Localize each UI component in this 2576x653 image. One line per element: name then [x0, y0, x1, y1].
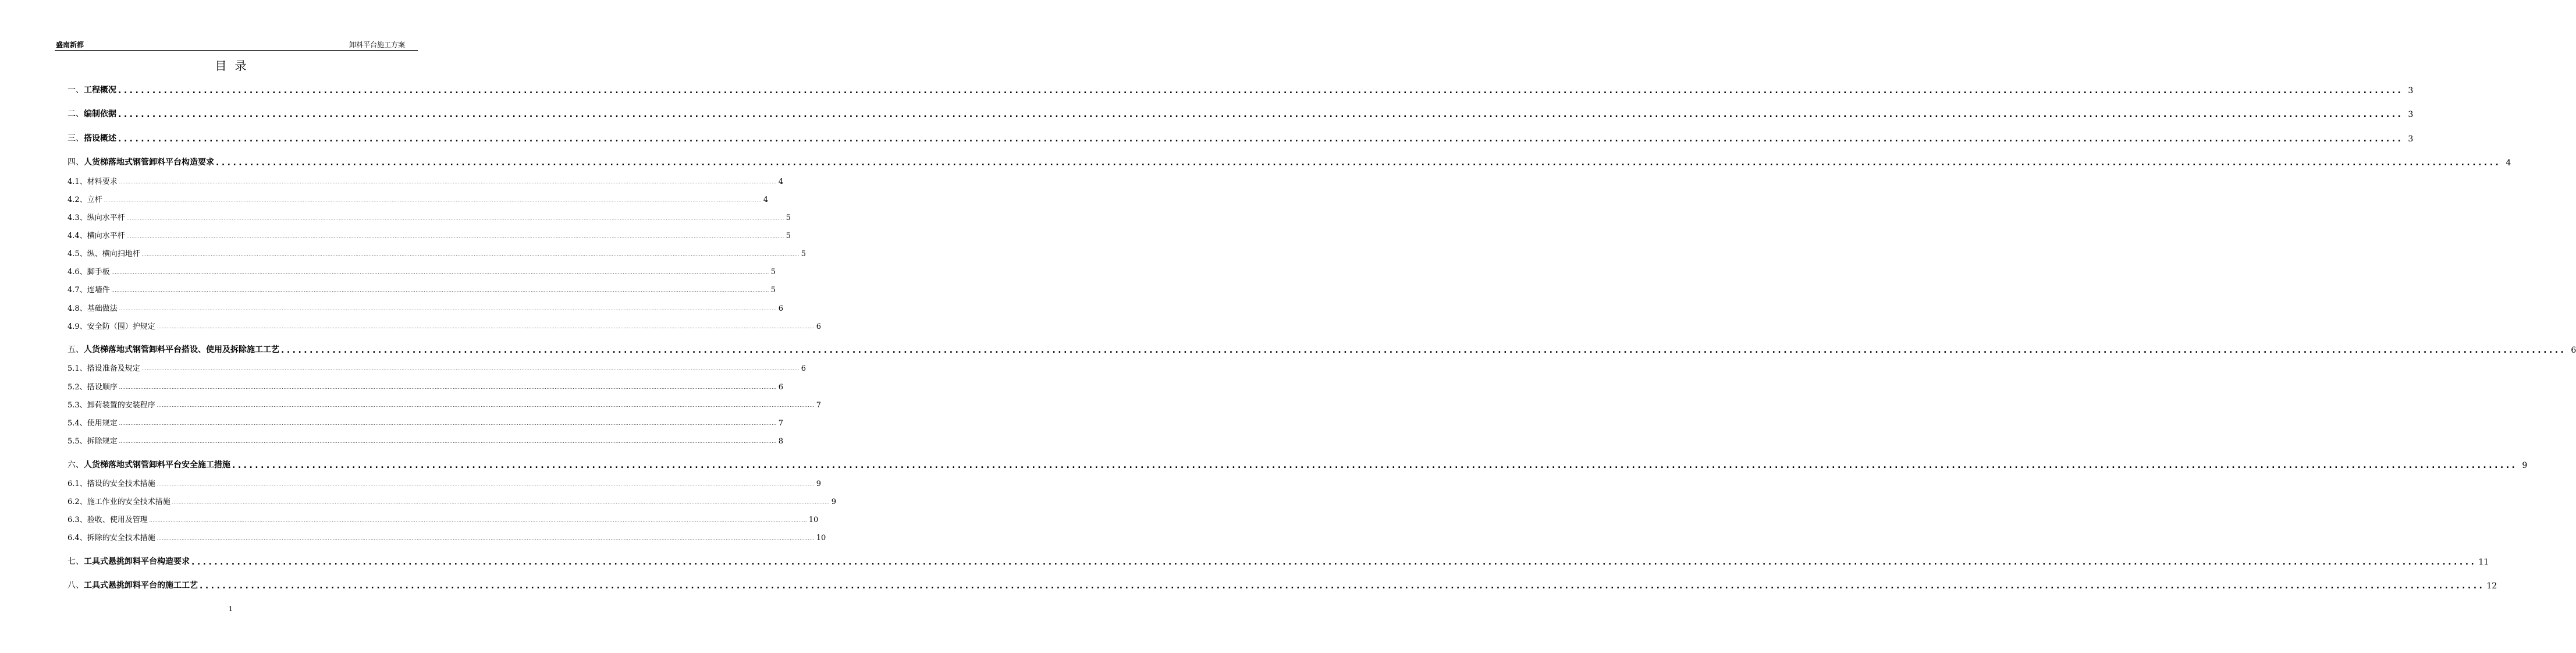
toc-entry[interactable] [67, 361, 806, 373]
toc-entry-page: 8 [778, 437, 784, 446]
toc-entry-label: 连墙件 [87, 286, 110, 294]
toc-entry-page: 4 [778, 178, 784, 186]
toc-dot-leader: ................................................................................................................................................................................................................................................................................................................................................................................................................ [119, 180, 777, 184]
toc-entry[interactable] [67, 229, 791, 240]
toc-entry-page: 9 [831, 498, 837, 506]
toc-entry-label: 横向水平杆 [87, 232, 125, 240]
toc-entry[interactable] [67, 459, 2528, 470]
header-document-title: 卸料平台施工方案 [349, 41, 405, 49]
toc-entry[interactable] [67, 211, 791, 222]
toc-entry-label: 工具式悬挑卸料平台构造要求 [84, 557, 190, 566]
toc-entry-number: 6.1、 [67, 480, 87, 488]
toc-entry-page: 10 [808, 516, 819, 524]
toc-dot-leader: ................................................................................................................................................................................................................................................................................................................................................................................................................ [281, 346, 2567, 355]
toc-dot-leader: ................................................................................................................................................................................................................................................................................................................................................................................................................ [126, 234, 784, 239]
toc-entry[interactable] [67, 434, 784, 446]
toc-entry-number: 4.7、 [67, 286, 87, 294]
toc-entry[interactable] [67, 247, 806, 258]
toc-dot-leader: ................................................................................................................................................................................................................................................................................................................................................................................................................ [157, 325, 815, 329]
toc-entry-label: 验收、使用及管理 [87, 516, 148, 524]
toc-entry-label: 搭设概述 [84, 134, 116, 143]
toc-entry-number: 三、 [67, 134, 84, 143]
toc-dot-leader: ................................................................................................................................................................................................................................................................................................................................................................................................................ [111, 288, 769, 293]
toc-entry[interactable] [67, 513, 819, 524]
toc-entry[interactable] [67, 477, 822, 488]
toc-entry-number: 4.4、 [67, 232, 87, 240]
toc-entry-page: 3 [2408, 134, 2414, 144]
toc-entry-page: 6 [778, 383, 784, 392]
toc-entry-number: 5.3、 [67, 401, 87, 410]
toc-entry-label: 安全防（围）护规定 [87, 322, 155, 331]
toc-entry-page: 6 [2571, 346, 2576, 355]
toc-entry-number: 5.5、 [67, 437, 87, 446]
toc-dot-leader: ................................................................................................................................................................................................................................................................................................................................................................................................................ [157, 536, 815, 541]
toc-dot-leader: ................................................................................................................................................................................................................................................................................................................................................................................................................ [141, 367, 800, 371]
toc-entry[interactable] [67, 555, 2489, 567]
toc-entry[interactable] [67, 193, 769, 204]
toc-entry[interactable] [67, 265, 776, 276]
toc-entry[interactable] [67, 175, 784, 186]
toc-entry-page: 6 [816, 322, 822, 331]
toc-entry[interactable] [67, 301, 784, 313]
page-number: 1 [229, 605, 233, 613]
toc-entry[interactable] [67, 495, 837, 506]
toc-entry-number: 6.2、 [67, 498, 87, 506]
toc-entry-number: 二、 [67, 109, 84, 119]
toc-entry-page: 5 [770, 286, 776, 294]
toc-entry-label: 工具式悬挑卸料平台的施工工艺 [84, 581, 198, 590]
toc-dot-leader: ................................................................................................................................................................................................................................................................................................................................................................................................................ [119, 439, 777, 444]
toc-dot-leader: ................................................................................................................................................................................................................................................................................................................................................................................................................ [118, 110, 2404, 119]
toc-entry-label: 纵向水平杆 [87, 214, 125, 222]
toc-entry-label: 工程概况 [84, 86, 116, 95]
toc-entry[interactable] [67, 380, 784, 392]
toc-entry-number: 4.5、 [67, 250, 87, 258]
toc-entry-number: 七、 [67, 557, 84, 566]
toc-entry-label: 基础做法 [87, 304, 118, 313]
toc-entry-label: 搭设准备及规定 [87, 364, 140, 373]
toc-entry-number: 4.9、 [67, 322, 87, 331]
toc-entry-label: 拆除的安全技术措施 [87, 534, 155, 542]
toc-entry-page: 10 [816, 534, 826, 542]
toc-dot-leader: ................................................................................................................................................................................................................................................................................................................................................................................................................ [216, 158, 2502, 168]
toc-entry[interactable] [67, 283, 776, 294]
header-project-name: 盛南新都 [56, 41, 84, 49]
toc-dot-leader: ................................................................................................................................................................................................................................................................................................................................................................................................................ [149, 518, 807, 523]
toc-entry-page: 7 [778, 419, 784, 428]
toc-entry-label: 拆除规定 [87, 437, 118, 446]
toc-entry-number: 四、 [67, 158, 84, 167]
toc-entry-number: 4.1、 [67, 178, 87, 186]
toc-entry-number: 4.2、 [67, 196, 87, 204]
toc-entry-page: 11 [2478, 558, 2489, 567]
toc-entry-number: 5.2、 [67, 383, 87, 392]
toc-entry-number: 6.4、 [67, 534, 87, 542]
toc-entry[interactable] [67, 343, 2576, 355]
toc-entry-label: 搭设顺序 [87, 383, 118, 392]
toc-entry-page: 3 [2408, 110, 2414, 119]
toc-entry-number: 5.4、 [67, 419, 87, 428]
toc-dot-leader: ................................................................................................................................................................................................................................................................................................................................................................................................................ [157, 482, 815, 487]
toc-entry-page: 12 [2486, 581, 2497, 591]
toc-entry[interactable] [67, 320, 822, 331]
toc-dot-leader: ................................................................................................................................................................................................................................................................................................................................................................................................................ [172, 500, 830, 505]
toc-entry[interactable] [67, 579, 2497, 591]
toc-entry-page: 5 [801, 250, 806, 258]
toc-dot-leader: ................................................................................................................................................................................................................................................................................................................................................................................................................ [119, 307, 777, 311]
toc-entry-number: 4.6、 [67, 268, 87, 276]
toc-entry-number: 六、 [67, 460, 84, 470]
toc-entry[interactable] [67, 416, 784, 428]
toc-entry-label: 立杆 [87, 196, 102, 204]
toc-entry[interactable] [67, 108, 2414, 119]
toc-entry-label: 使用规定 [87, 419, 118, 428]
toc-dot-leader: ................................................................................................................................................................................................................................................................................................................................................................................................................ [191, 558, 2477, 567]
toc-entry-page: 5 [786, 214, 791, 222]
toc-entry-page: 5 [786, 232, 791, 240]
toc-entry-label: 编制依据 [84, 109, 116, 119]
toc-entry[interactable] [67, 132, 2414, 144]
toc-entry-page: 9 [2522, 461, 2528, 470]
toc-entry-label: 纵、横向扫地杆 [87, 250, 140, 258]
toc-entry-label: 人货梯落地式钢管卸料平台构造要求 [84, 158, 214, 167]
toc-dot-leader: ................................................................................................................................................................................................................................................................................................................................................................................................................ [118, 134, 2404, 144]
toc-entry-page: 4 [763, 196, 769, 204]
toc-entry-page: 3 [2408, 86, 2414, 95]
toc-dot-leader: ................................................................................................................................................................................................................................................................................................................................................................................................................ [200, 581, 2485, 591]
toc-dot-leader: ................................................................................................................................................................................................................................................................................................................................................................................................................ [119, 385, 777, 390]
page-header [55, 37, 418, 51]
toc-entry-page: 7 [816, 401, 822, 410]
toc-entry[interactable] [67, 84, 2414, 95]
toc-entry-number: 4.8、 [67, 304, 87, 313]
toc-entry-label: 脚手板 [87, 268, 110, 276]
toc-entry[interactable] [67, 398, 822, 410]
toc-entry-label: 施工作业的安全技术措施 [87, 498, 170, 506]
toc-entry-label: 卸荷装置的安装程序 [87, 401, 155, 410]
toc-entry-number: 6.3、 [67, 516, 87, 524]
toc-dot-leader: ................................................................................................................................................................................................................................................................................................................................................................................................................ [141, 252, 800, 257]
toc-dot-leader: ................................................................................................................................................................................................................................................................................................................................................................................................................ [111, 270, 769, 275]
toc-dot-leader: ................................................................................................................................................................................................................................................................................................................................................................................................................ [232, 461, 2518, 470]
toc-entry-label: 人货梯落地式钢管卸料平台安全施工措施 [84, 460, 230, 470]
toc-entry-label: 搭设的安全技术措施 [87, 480, 155, 488]
toc-entry-page: 5 [770, 268, 776, 276]
toc-dot-leader: ................................................................................................................................................................................................................................................................................................................................................................................................................ [104, 198, 762, 203]
toc-dot-leader: ................................................................................................................................................................................................................................................................................................................................................................................................................ [118, 86, 2404, 95]
toc-entry-number: 4.3、 [67, 214, 87, 222]
toc-dot-leader: ................................................................................................................................................................................................................................................................................................................................................................................................................ [157, 403, 815, 408]
toc-entry-label: 材料要求 [87, 178, 118, 186]
toc-entry-label: 人货梯落地式钢管卸料平台搭设、使用及拆除施工工艺 [84, 345, 279, 354]
toc-dot-leader: ................................................................................................................................................................................................................................................................................................................................................................................................................ [119, 421, 777, 426]
toc-entry-number: 八、 [67, 581, 84, 590]
toc-dot-leader: ................................................................................................................................................................................................................................................................................................................................................................................................................ [126, 216, 784, 221]
toc-title: 目录 [215, 59, 255, 73]
toc-entry-page: 6 [778, 304, 784, 313]
toc-entry[interactable] [67, 531, 826, 542]
toc-entry[interactable] [67, 156, 2511, 168]
toc-entry-page: 6 [801, 364, 806, 373]
toc-entry-page: 4 [2506, 158, 2511, 168]
toc-entry-number: 5.1、 [67, 364, 87, 373]
toc-entry-page: 9 [816, 480, 822, 488]
toc-entry-number: 一、 [67, 86, 84, 95]
toc-entry-number: 五、 [67, 345, 84, 354]
